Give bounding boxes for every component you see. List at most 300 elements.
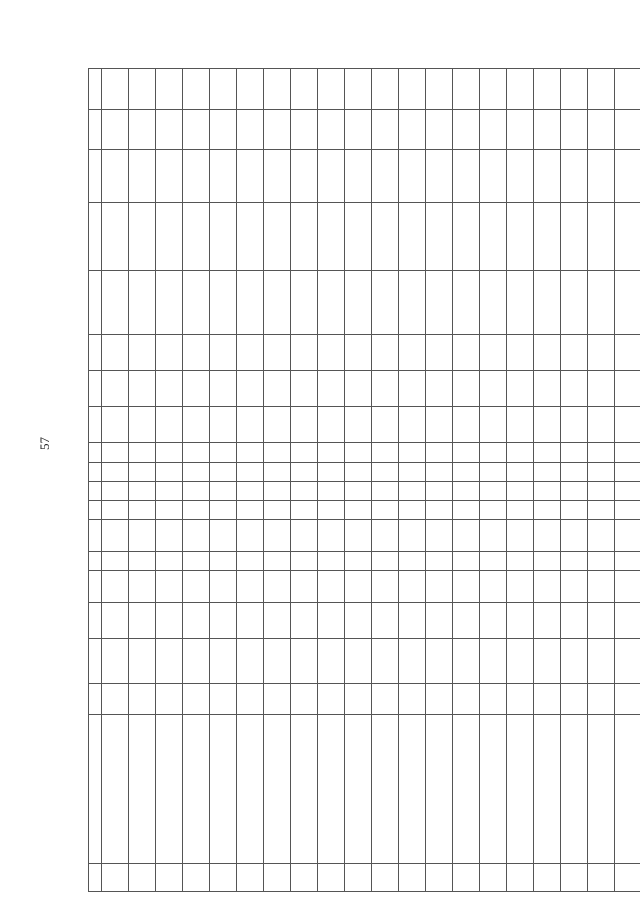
table-cell [507,715,534,864]
table-row [318,69,345,892]
table-cell [129,334,156,370]
table-row [129,69,156,892]
table-cell [399,271,426,335]
table-cell [129,715,156,864]
table-cell [318,638,345,683]
column-header [89,551,102,570]
table-cell [480,638,507,683]
table-cell [615,149,640,202]
table-cell [345,638,372,683]
table-cell [210,481,237,500]
table-cell [183,271,210,335]
table-cell [372,715,399,864]
table-cell [399,481,426,500]
table-cell [507,443,534,462]
table-cell [507,864,534,892]
table-cell [264,462,291,481]
table-cell [318,462,345,481]
table-cell [507,638,534,683]
table-cell [237,519,264,551]
column-header [89,69,102,110]
table-cell [183,519,210,551]
table-row [453,69,480,892]
table-cell [507,602,534,638]
table-cell [183,149,210,202]
table-cell [237,407,264,443]
table-cell [264,203,291,271]
table-cell [561,69,588,110]
table-cell [102,519,129,551]
table-cell [156,69,183,110]
column-header [89,481,102,500]
table-cell [507,334,534,370]
column-header [89,519,102,551]
table-cell [561,481,588,500]
table-cell [507,203,534,271]
table-cell [615,462,640,481]
table-cell [507,551,534,570]
table-cell [588,203,615,271]
table-cell [426,864,453,892]
table-cell [345,69,372,110]
table-cell [102,602,129,638]
table-cell [399,203,426,271]
table-cell [210,570,237,602]
table-cell [372,271,399,335]
table-cell [615,500,640,519]
table-cell [318,69,345,110]
table-cell [129,570,156,602]
table-cell [318,864,345,892]
column-header [89,407,102,443]
table-cell [453,149,480,202]
table-cell [183,407,210,443]
table-cell [588,407,615,443]
table-row [426,69,453,892]
table-cell [291,570,318,602]
table-cell [372,551,399,570]
table-cell [372,443,399,462]
table-cell [345,109,372,149]
table-row [156,69,183,892]
table-cell [534,462,561,481]
table-cell [534,334,561,370]
table-cell [291,602,318,638]
table-cell [210,69,237,110]
table-cell [264,602,291,638]
table-cell [615,407,640,443]
table-cell [129,203,156,271]
table-cell [264,570,291,602]
table-cell [615,864,640,892]
table-cell [588,638,615,683]
table-cell [507,462,534,481]
table-cell [291,551,318,570]
table-cell [237,551,264,570]
table-cell [345,407,372,443]
table-cell [480,443,507,462]
table-cell [561,715,588,864]
table-cell [372,570,399,602]
table-cell [129,407,156,443]
table-cell [183,864,210,892]
table-cell [426,462,453,481]
table-cell [480,519,507,551]
table-cell [237,371,264,407]
table-cell [345,715,372,864]
table-cell [345,864,372,892]
table-cell [480,683,507,715]
table-cell [291,715,318,864]
column-header [89,271,102,335]
table-cell [345,551,372,570]
table-cell [318,203,345,271]
table-cell [480,203,507,271]
column-header [89,462,102,481]
table-cell [480,715,507,864]
table-cell [615,203,640,271]
table-cell [588,602,615,638]
table-cell [129,638,156,683]
table-cell [237,638,264,683]
table-cell [237,69,264,110]
table-cell [399,371,426,407]
table-cell [291,109,318,149]
table-cell [399,683,426,715]
table-cell [399,715,426,864]
table-cell [210,638,237,683]
table-cell [426,203,453,271]
table-cell [264,371,291,407]
table-cell [453,69,480,110]
table-cell [426,500,453,519]
table-cell [615,519,640,551]
column-header [89,500,102,519]
table-cell [237,203,264,271]
table-cell [156,109,183,149]
table-cell [372,519,399,551]
table-cell [345,462,372,481]
table-cell [453,864,480,892]
table-cell [615,570,640,602]
table-cell [291,69,318,110]
table-cell [102,371,129,407]
table-cell [183,69,210,110]
table-cell [453,334,480,370]
column-header [89,683,102,715]
table-cell [183,334,210,370]
table-cell [534,715,561,864]
table-cell [102,69,129,110]
table-cell [156,271,183,335]
table-cell [102,407,129,443]
table-cell [399,109,426,149]
table-cell [237,864,264,892]
table-cell [561,551,588,570]
table-cell [534,683,561,715]
table-cell [264,109,291,149]
table-cell [318,500,345,519]
table-cell [264,864,291,892]
table-cell [183,481,210,500]
table-cell [453,371,480,407]
table-cell [102,715,129,864]
table-cell [588,443,615,462]
table-cell [588,683,615,715]
table-cell [291,462,318,481]
table-cell [102,551,129,570]
column-header [89,203,102,271]
table-cell [453,109,480,149]
table-cell [399,69,426,110]
table-cell [615,551,640,570]
table-cell [507,149,534,202]
table-cell [210,500,237,519]
table-cell [291,334,318,370]
table-cell [534,551,561,570]
table-cell [318,715,345,864]
table-cell [210,109,237,149]
table-cell [453,683,480,715]
table-cell [264,334,291,370]
table-cell [507,271,534,335]
table-cell [426,683,453,715]
table-cell [561,519,588,551]
table-cell [534,149,561,202]
table-cell [588,109,615,149]
table-cell [453,443,480,462]
table-cell [453,602,480,638]
table-cell [399,462,426,481]
table-cell [588,715,615,864]
table-cell [453,551,480,570]
column-header [89,149,102,202]
table-cell [129,371,156,407]
table-cell [507,109,534,149]
table-cell [318,149,345,202]
table-cell [210,715,237,864]
table-row [237,69,264,892]
column-header [89,864,102,892]
table-cell [426,602,453,638]
table-cell [588,334,615,370]
table-cell [156,715,183,864]
table-cell [210,407,237,443]
table-cell [561,109,588,149]
table-cell [129,481,156,500]
table-cell [615,371,640,407]
column-header [89,109,102,149]
table-row [291,69,318,892]
table-cell [588,500,615,519]
table-cell [291,683,318,715]
table-cell [507,481,534,500]
table-cell [372,109,399,149]
table-cell [102,481,129,500]
table-cell [345,519,372,551]
table-cell [534,443,561,462]
table-cell [318,407,345,443]
table-cell [345,371,372,407]
table-cell [615,334,640,370]
table-cell [129,69,156,110]
table-cell [156,602,183,638]
table-row [561,69,588,892]
table-cell [372,683,399,715]
table-row [210,69,237,892]
table-cell [237,109,264,149]
table-header-row [89,69,102,892]
table-row [372,69,399,892]
table-cell [480,334,507,370]
table-cell [156,407,183,443]
table-cell [318,551,345,570]
table-cell [399,500,426,519]
table-cell [588,864,615,892]
table-cell [534,638,561,683]
table-cell [399,602,426,638]
table-cell [561,371,588,407]
table-cell [183,443,210,462]
table-cell [372,864,399,892]
table-cell [507,69,534,110]
table-cell [561,683,588,715]
table-cell [237,683,264,715]
table-cell [345,443,372,462]
table-cell [345,481,372,500]
table-cell [399,570,426,602]
table-cell [561,638,588,683]
table-cell [372,334,399,370]
table-cell [183,203,210,271]
table-cell [615,602,640,638]
table-cell [534,371,561,407]
table-cell [561,407,588,443]
table-cell [480,407,507,443]
table-cell [372,462,399,481]
table-cell [588,371,615,407]
table-cell [102,109,129,149]
table-cell [399,443,426,462]
table-cell [102,683,129,715]
table-cell [399,638,426,683]
table-cell [453,407,480,443]
table-cell [156,149,183,202]
table-cell [183,683,210,715]
table-cell [102,443,129,462]
table-cell [480,149,507,202]
table-cell [156,462,183,481]
table-cell [102,203,129,271]
table-row [480,69,507,892]
table-cell [156,683,183,715]
table-cell [426,371,453,407]
table-cell [210,371,237,407]
table-cell [345,602,372,638]
table-cell [372,69,399,110]
table-cell [264,443,291,462]
table-cell [102,334,129,370]
table-cell [318,334,345,370]
table-cell [615,109,640,149]
table-cell [372,407,399,443]
table-cell [264,69,291,110]
table-cell [561,462,588,481]
table-cell [264,715,291,864]
column-header [89,638,102,683]
table-cell [534,864,561,892]
table-cell [372,203,399,271]
table-cell [507,500,534,519]
table-cell [426,715,453,864]
table-cell [291,149,318,202]
table-cell [372,371,399,407]
table-cell [372,602,399,638]
table-cell [318,109,345,149]
table-cell [426,271,453,335]
table-cell [318,570,345,602]
table-cell [318,519,345,551]
table-cell [183,371,210,407]
table-cell [129,271,156,335]
table-cell [129,149,156,202]
table-cell [102,149,129,202]
table-cell [129,462,156,481]
table-cell [615,715,640,864]
column-header [89,602,102,638]
table-cell [426,334,453,370]
table-cell [102,462,129,481]
table-cell [453,462,480,481]
table-cell [291,519,318,551]
table-cell [129,500,156,519]
table-cell [399,864,426,892]
table-cell [399,149,426,202]
table-cell [534,407,561,443]
table-cell [453,500,480,519]
table-cell [588,271,615,335]
table-cell [534,481,561,500]
table-row [399,69,426,892]
table-cell [561,602,588,638]
table-cell [426,69,453,110]
table-cell [102,500,129,519]
table-cell [264,683,291,715]
table-cell [129,551,156,570]
table-cell [156,500,183,519]
table-cell [264,551,291,570]
table-cell [345,500,372,519]
table-cell [588,149,615,202]
table-cell [264,638,291,683]
table-cell [237,481,264,500]
table-cell [264,519,291,551]
table-cell [183,570,210,602]
table-cell [210,462,237,481]
table-cell [453,570,480,602]
table-row [507,69,534,892]
table-cell [615,443,640,462]
table-cell [561,334,588,370]
table-cell [264,481,291,500]
table-cell [399,407,426,443]
table-cell [291,500,318,519]
table-row [345,69,372,892]
table-cell [210,334,237,370]
table-cell [237,462,264,481]
table-cell [453,481,480,500]
table-cell [237,602,264,638]
